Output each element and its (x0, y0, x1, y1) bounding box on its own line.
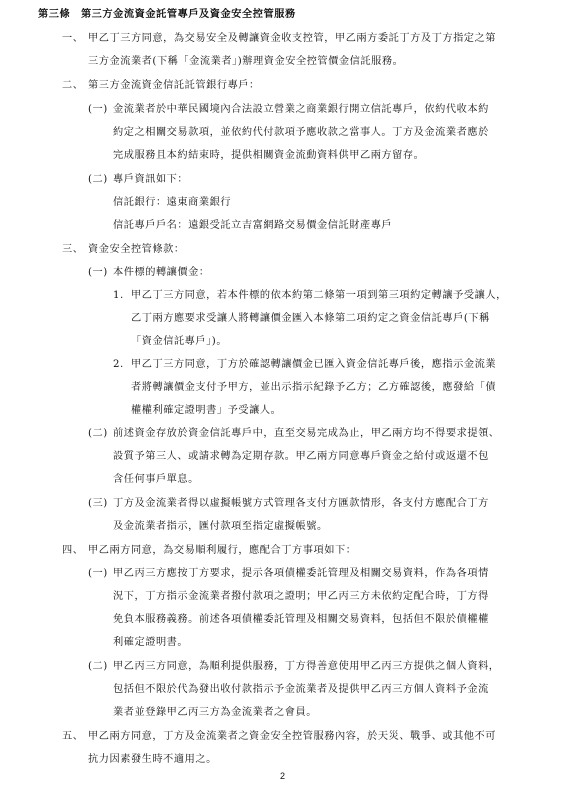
item-3-1-1-line-2: 乙丁兩方應要求受讓人將轉讓價金匯入本條第二項約定之資金信託專戶(下稱 (131, 313, 490, 324)
section-2-number: 二、 (62, 80, 84, 91)
clause-3-1-line-1: 本件標的轉讓價金： (113, 267, 210, 278)
section-4-line-1: 甲乙兩方同意，為交易順利履行，應配合丁方事項如下： (88, 545, 357, 556)
clause-2-2-trust-bank: 信託銀行：遠東商業銀行 (113, 197, 232, 208)
section-5-number: 五、 (62, 731, 84, 742)
clause-2-2-account-name: 信託專戶戶名：遠銀受託立吉富網路交易價金信託財產專戶 (113, 220, 393, 231)
clause-4-1-line-1: 甲乙丙三方應按丁方要求，提示各項債權委託管理及相關交易資料，作為各項情 (113, 568, 489, 579)
clause-3-2-line-3: 含任何事戶單息。 (113, 474, 199, 485)
section-5-line-1: 甲乙兩方同意，丁方及金流業者之資金安全控管服務內容，於天災、戰爭、或其他不可 (88, 731, 497, 742)
section-1-line-2: 三方金流業者(下稱「金流業者」)辦理資金安全控管價金信託服務。 (88, 56, 404, 67)
clause-2-2-line-1: 專戶資訊如下： (113, 174, 189, 185)
clause-3-2-number: (二) (88, 428, 108, 439)
item-3-1-1-number: 1. (113, 290, 124, 301)
section-1-line-1: 甲乙丁三方同意，為交易安全及轉讓資金收支控管，甲乙兩方委託丁方及丁方指定之第 (88, 33, 497, 44)
clause-2-1-number: (一) (88, 104, 108, 115)
item-3-1-2-line-2: 者將轉讓價金支付予甲方，並出示指示紀錄予乙方；乙方確認後，應發給「債 (131, 382, 497, 393)
section-5-line-2: 抗力因素發生時不適用之。 (88, 754, 217, 765)
item-3-1-1-line-3: 「資金信託專戶」)。 (131, 336, 228, 347)
section-4-number: 四、 (62, 545, 84, 556)
section-2-line-1: 第三方金流資金信託託管銀行專戶： (88, 80, 260, 91)
clause-4-1-number: (一) (88, 568, 108, 579)
clause-4-2-line-1: 甲乙丙三方同意，為順利提供服務，丁方得善意使用甲乙丙三方提供之個人資料， (113, 661, 500, 672)
clause-3-2-line-2: 設質予第三人、或請求轉為定期存款。甲乙兩方同意專戶資金之給付或返還不包 (113, 451, 489, 462)
clause-4-2-number: (二) (88, 661, 108, 672)
clause-2-1-line-3: 完成服務且本約結束時，提供相關資金流動資料供甲乙兩方留存。 (113, 150, 425, 161)
clause-3-3-line-1: 丁方及金流業者得以虛擬帳號方式管理各支付方匯款情形，各支付方應配合丁方 (113, 498, 489, 509)
clause-2-2-number: (二) (88, 174, 108, 185)
clause-4-2-line-3: 業者並登錄甲乙丙三方為金流業者之會員。 (113, 707, 318, 718)
page-number: 2 (279, 771, 285, 781)
clause-4-2-line-2: 包括但不限於代為發出收付款指示予金流業者及提供甲乙丙三方個人資料予金流 (113, 684, 489, 695)
clause-3-3-line-2: 及金流業者指示，匯付款項至指定虛擬帳號。 (113, 521, 328, 532)
clause-4-1-line-2: 況下，丁方指示金流業者撥付款項之證明；甲乙丙三方未依約定配合時，丁方得 (113, 591, 489, 602)
item-3-1-1-line-1: 甲乙丁三方同意，若本件標的依本約第二條第一項到第三項約定轉讓予受讓人， (131, 290, 507, 301)
clause-4-1-line-4: 利確定證明書。 (113, 637, 189, 648)
item-3-1-2-number: 2. (113, 359, 124, 370)
clause-3-2-line-1: 前述資金存放於資金信託專戶中，直至交易完成為止，甲乙兩方均不得要求提領、 (113, 428, 500, 439)
item-3-1-2-line-1: 甲乙丁三方同意，丁方於確認轉讓價金已匯入資金信託專戶後，應指示金流業 (131, 359, 497, 370)
section-1-number: 一、 (62, 33, 84, 44)
section-3-number: 三、 (62, 244, 84, 255)
clause-3-3-number: (三) (88, 498, 108, 509)
clause-2-1-line-2: 約定之相關交易款項，並依約代付款項予應收款之當事人。丁方及金流業者應於 (113, 127, 489, 138)
clause-3-1-number: (一) (88, 267, 108, 278)
item-3-1-2-line-3: 權權利確定證明書」予受讓人。 (131, 405, 282, 416)
section-3-line-1: 資金安全控管條款： (88, 244, 185, 255)
clause-4-1-line-3: 免負本服務義務。前述各項債權委託管理及相關交易資料，包括但不限於債權權 (113, 614, 489, 625)
clause-2-1-line-1: 金流業者於中華民國境內合法設立營業之商業銀行開立信託專戶，依約代收本約 (113, 104, 489, 115)
article-title: 第三條 第三方金流資金託管專戶及資金安全控管服務 (38, 8, 296, 20)
